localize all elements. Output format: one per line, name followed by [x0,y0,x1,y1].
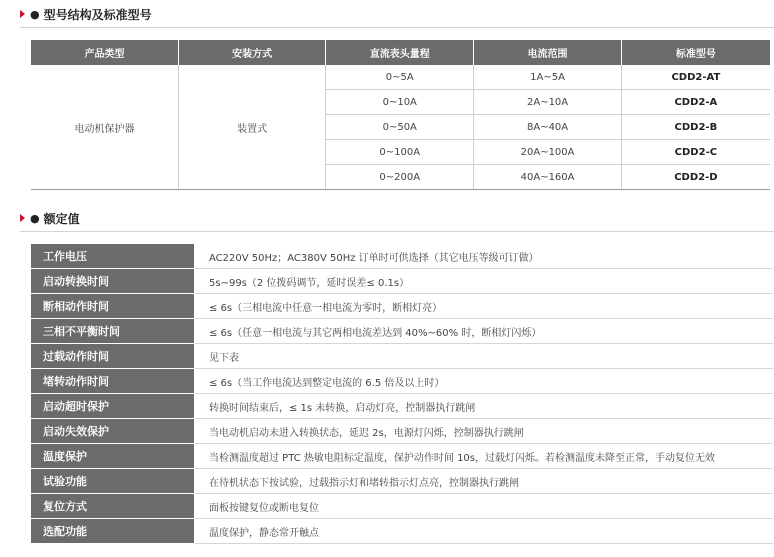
column-header: 直流表头量程 [326,40,474,65]
table-header-row [31,40,770,65]
table-row [31,344,773,369]
row-label: 试验功能 [31,469,195,494]
table-row [31,269,773,294]
range-cell: 0~200A [326,165,474,190]
bullet-icon: ● [30,211,40,225]
section-divider [20,27,774,28]
current-cell: 20A~100A [474,140,621,165]
section-title: 额定值 [43,211,80,226]
row-label: 断相动作时间 [31,294,195,319]
section-heading-rated [20,208,80,228]
table-row [31,519,773,544]
range-cell: 0~5A [326,65,474,90]
row-value: 面板按键复位或断电复位 [195,494,774,519]
section-title: 型号结构及标准型号 [43,7,152,22]
table-row [31,494,773,519]
model-cell: CDD2-A [621,90,770,115]
row-label: 温度保护 [31,444,195,469]
row-value: ≤ 6s（任意一相电流与其它两相电流差达到 40%~60% 时，断相灯闪烁） [195,319,774,344]
row-label: 启动失效保护 [31,419,195,444]
current-cell: 1A~5A [474,65,621,90]
row-value: ≤ 6s（当工作电流达到整定电流的 6.5 倍及以上时） [195,369,774,394]
triangle-arrow-icon [20,214,25,222]
model-cell: CDD2-C [621,140,770,165]
model-cell: CDD2-B [621,115,770,140]
table-row [31,369,773,394]
current-cell: 40A~160A [474,165,621,190]
row-value: 5s~99s（2 位拨码调节，延时误差≤ 0.1s） [195,269,774,294]
table-row [31,319,773,344]
bullet-icon: ● [30,7,40,21]
install-cell: 装置式 [179,65,326,190]
row-label: 启动超时保护 [31,394,195,419]
row-value: 见下表 [195,344,774,369]
range-cell: 0~10A [326,90,474,115]
column-header: 电流范围 [474,40,621,65]
range-cell: 0~100A [326,140,474,165]
row-value: 当电动机启动未进入转换状态，延迟 2s，电源灯闪烁，控制器执行跳闸 [195,419,774,444]
row-value: 转换时间结束后，≤ 1s 未转换，启动灯亮，控制器执行跳闸 [195,394,774,419]
column-header: 标准型号 [621,40,770,65]
table-row [31,469,773,494]
row-value: AC220V 50Hz；AC380V 50Hz 订单时可供选择（其它电压等级可订做） [195,244,774,269]
rated-values-table [31,244,773,544]
row-label: 启动转换时间 [31,269,195,294]
row-value: 当检测温度超过 PTC 热敏电阻标定温度，保护动作时间 10s，过载灯闪烁。若检测温度未降至正常，手动复位无效 [195,444,774,469]
row-value: ≤ 6s（三相电流中任意一相电流为零时，断相灯亮） [195,294,774,319]
column-header: 产品类型 [31,40,179,65]
table-row [31,394,773,419]
row-value: 在待机状态下按试验，过载指示灯和堵转指示灯点亮，控制器执行跳闸 [195,469,774,494]
table-row [31,444,773,469]
table-row [31,294,773,319]
range-cell: 0~50A [326,115,474,140]
section-heading-model [20,4,152,24]
table-row [31,65,770,90]
table-row [31,419,773,444]
column-header: 安装方式 [179,40,326,65]
triangle-arrow-icon [20,10,25,18]
row-label: 复位方式 [31,494,195,519]
row-label: 三相不平衡时间 [31,319,195,344]
model-table [31,40,770,190]
row-label: 过载动作时间 [31,344,195,369]
model-cell: CDD2-D [621,165,770,190]
row-value: 温度保护，静态常开触点 [195,519,774,544]
current-cell: 2A~10A [474,90,621,115]
section-divider [20,231,774,232]
current-cell: 8A~40A [474,115,621,140]
table-row [31,244,773,269]
product-type-cell: 电动机保护器 [31,65,179,190]
model-cell: CDD2-AT [621,65,770,90]
row-label: 堵转动作时间 [31,369,195,394]
row-label: 工作电压 [31,244,195,269]
row-label: 选配功能 [31,519,195,544]
